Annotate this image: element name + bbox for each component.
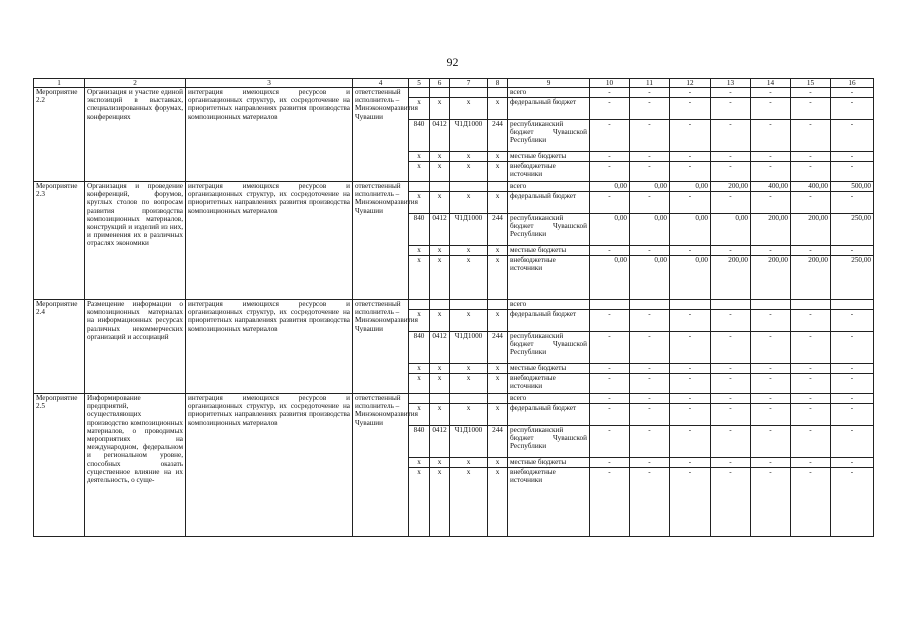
value-cell: - (831, 332, 874, 364)
value-cell: - (831, 192, 874, 214)
value-cell: - (791, 374, 831, 394)
value-cell: - (590, 394, 630, 404)
value-cell: 250,00 (831, 214, 874, 246)
value-cell: - (751, 88, 791, 98)
value-cell: - (751, 246, 791, 256)
code-cell: x (450, 152, 488, 162)
funding-source-cell: республиканский бюджет Чувашской Республики (508, 426, 590, 458)
code-cell: 244 (488, 332, 508, 364)
code-cell (450, 88, 488, 98)
value-cell: - (751, 152, 791, 162)
value-cell: - (831, 404, 874, 426)
value-cell: 0,00 (630, 182, 670, 192)
code-cell: x (409, 468, 430, 537)
measure-cell: Мероприятие 2.2 (34, 88, 85, 182)
value-cell: - (630, 98, 670, 120)
value-cell: - (670, 332, 711, 364)
value-cell: - (831, 152, 874, 162)
value-cell: 500,00 (831, 182, 874, 192)
col-header: 7 (450, 79, 488, 88)
code-cell: 244 (488, 214, 508, 246)
funding-source-cell: внебюджетные источники (508, 162, 590, 182)
value-cell: 200,00 (751, 214, 791, 246)
value-cell: 0,00 (670, 256, 711, 300)
code-cell: 244 (488, 426, 508, 458)
value-cell: - (630, 162, 670, 182)
code-cell (430, 182, 450, 192)
value-cell: - (711, 88, 751, 98)
col-header: 1 (34, 79, 85, 88)
measure-title-cell: Организация и проведение конференций, форумов, круглых столов по вопросам развития производства композиционных материалов, конструкций и изделий из них, и применения их в различных отраслях экономики (85, 182, 186, 300)
value-cell: - (831, 162, 874, 182)
measure-title-cell: Размещение информации о композиционных материалах на информационных ресурсах различных некоммерческих организаций и ассоциаций (85, 300, 186, 394)
col-header: 9 (508, 79, 590, 88)
code-cell: x (409, 98, 430, 120)
value-cell: 200,00 (711, 256, 751, 300)
code-cell: Ч1Д1000 (450, 426, 488, 458)
value-cell: - (630, 374, 670, 394)
value-cell: - (791, 88, 831, 98)
table-row (34, 394, 874, 404)
value-cell: - (630, 332, 670, 364)
value-cell: - (711, 374, 751, 394)
value-cell: - (630, 88, 670, 98)
code-cell: x (430, 310, 450, 332)
value-cell: - (791, 152, 831, 162)
code-cell: x (409, 374, 430, 394)
code-cell: x (450, 162, 488, 182)
code-cell: 840 (409, 426, 430, 458)
value-cell: - (670, 468, 711, 537)
value-cell: - (751, 364, 791, 374)
funding-source-cell: республиканский бюджет Чувашской Республики (508, 120, 590, 152)
code-cell: x (450, 98, 488, 120)
code-cell (430, 88, 450, 98)
value-cell: - (670, 374, 711, 394)
code-cell: 0412 (430, 332, 450, 364)
funding-source-cell: внебюджетные источники (508, 374, 590, 394)
code-cell: x (430, 458, 450, 468)
code-cell: x (450, 374, 488, 394)
value-cell: - (590, 152, 630, 162)
funding-source-cell: местные бюджеты (508, 246, 590, 256)
value-cell (711, 300, 751, 310)
code-cell: x (450, 468, 488, 537)
value-cell: - (590, 374, 630, 394)
value-cell: - (711, 364, 751, 374)
executor-cell: ответственный исполнитель – Минэкономразвития Чувашии (353, 182, 409, 300)
code-cell: Ч1Д1000 (450, 120, 488, 152)
table-row (34, 300, 874, 310)
code-cell: x (430, 364, 450, 374)
value-cell: - (670, 98, 711, 120)
value-cell: 0,00 (590, 256, 630, 300)
col-header: 4 (353, 79, 409, 88)
value-cell: - (791, 364, 831, 374)
value-cell: - (791, 468, 831, 537)
code-cell: x (450, 256, 488, 300)
code-cell: x (409, 162, 430, 182)
value-cell: - (791, 98, 831, 120)
col-header: 6 (430, 79, 450, 88)
code-cell: x (409, 246, 430, 256)
code-cell (488, 88, 508, 98)
col-header: 16 (831, 79, 874, 88)
value-cell: - (630, 192, 670, 214)
value-cell: - (711, 120, 751, 152)
measure-title-cell: Организация и участие единой экспозиций в выставках, специализированных форумах, конференциях (85, 88, 186, 182)
code-cell: x (450, 192, 488, 214)
executor-cell: ответственный исполнитель – Минэкономразвития Чувашии (353, 88, 409, 182)
value-cell: 0,00 (590, 182, 630, 192)
value-cell (630, 300, 670, 310)
code-cell: x (450, 310, 488, 332)
code-cell: x (488, 364, 508, 374)
value-cell: - (791, 458, 831, 468)
funding-source-cell: федеральный бюджет (508, 310, 590, 332)
header-row (34, 79, 874, 88)
value-cell: - (670, 88, 711, 98)
program-table (33, 78, 874, 537)
funding-source-cell: республиканский бюджет Чувашской Республики (508, 332, 590, 364)
code-cell (430, 300, 450, 310)
value-cell: - (751, 192, 791, 214)
code-cell: 244 (488, 120, 508, 152)
measure-title-cell: Информирование предприятий, осуществляющих производство композиционных материалов, о проводимых мероприятиях на международном, федеральном и региональном уровне, способных оказать существенное влияние на их деятельность, о суще- (85, 394, 186, 537)
value-cell: - (711, 332, 751, 364)
value-cell: - (791, 426, 831, 458)
col-header: 12 (670, 79, 711, 88)
page-number: 92 (446, 55, 459, 69)
funding-source-cell: всего (508, 88, 590, 98)
code-cell: x (409, 458, 430, 468)
value-cell: 0,00 (590, 214, 630, 246)
code-cell (450, 182, 488, 192)
funding-source-cell: федеральный бюджет (508, 98, 590, 120)
value-cell: - (590, 468, 630, 537)
value-cell (831, 300, 874, 310)
col-header: 13 (711, 79, 751, 88)
col-header: 2 (85, 79, 186, 88)
value-cell: - (791, 310, 831, 332)
value-cell: - (711, 98, 751, 120)
code-cell: x (430, 98, 450, 120)
code-cell: x (409, 256, 430, 300)
value-cell: - (670, 120, 711, 152)
value-cell: - (590, 98, 630, 120)
col-header: 8 (488, 79, 508, 88)
value-cell: 0,00 (670, 182, 711, 192)
value-cell: - (831, 374, 874, 394)
value-cell: - (590, 426, 630, 458)
value-cell: - (630, 310, 670, 332)
funding-source-cell: местные бюджеты (508, 364, 590, 374)
value-cell: - (831, 88, 874, 98)
value-cell: - (711, 394, 751, 404)
value-cell: - (630, 120, 670, 152)
code-cell (488, 182, 508, 192)
value-cell: - (791, 192, 831, 214)
funding-source-cell: федеральный бюджет (508, 192, 590, 214)
value-cell: - (590, 192, 630, 214)
value-cell: - (711, 192, 751, 214)
code-cell: x (450, 458, 488, 468)
value-cell: 0,00 (670, 214, 711, 246)
value-cell: - (630, 246, 670, 256)
value-cell: - (831, 246, 874, 256)
col-header: 3 (186, 79, 353, 88)
code-cell (409, 88, 430, 98)
value-cell: 400,00 (751, 182, 791, 192)
col-header: 5 (409, 79, 430, 88)
value-cell: - (711, 458, 751, 468)
value-cell: - (711, 426, 751, 458)
value-cell: - (630, 364, 670, 374)
code-cell: x (430, 152, 450, 162)
code-cell: x (488, 256, 508, 300)
value-cell: 200,00 (751, 256, 791, 300)
value-cell: - (791, 120, 831, 152)
value-cell (751, 300, 791, 310)
value-cell: - (831, 394, 874, 404)
value-cell: - (670, 458, 711, 468)
code-cell: 840 (409, 332, 430, 364)
value-cell: - (711, 404, 751, 426)
code-cell: x (430, 246, 450, 256)
executor-cell: ответственный исполнитель – Минэкономразвития Чувашии (353, 394, 409, 537)
code-cell: x (488, 458, 508, 468)
value-cell: - (711, 152, 751, 162)
code-cell: Ч1Д1000 (450, 332, 488, 364)
value-cell: - (791, 394, 831, 404)
value-cell: - (711, 246, 751, 256)
value-cell: - (831, 426, 874, 458)
funding-source-cell: всего (508, 182, 590, 192)
value-cell: - (630, 426, 670, 458)
measure-description-cell: интеграция имеющихся ресурсов и организационных структур, их сосредоточение на приоритетных направлениях развития производства композиционных материалов (186, 182, 353, 300)
value-cell: - (630, 458, 670, 468)
value-cell: - (751, 458, 791, 468)
value-cell: - (791, 332, 831, 364)
value-cell: - (751, 162, 791, 182)
value-cell (590, 300, 630, 310)
value-cell: - (831, 120, 874, 152)
code-cell: x (430, 404, 450, 426)
code-cell: x (409, 152, 430, 162)
code-cell: x (488, 162, 508, 182)
value-cell: - (791, 246, 831, 256)
value-cell: - (670, 394, 711, 404)
code-cell: x (488, 404, 508, 426)
value-cell: - (590, 332, 630, 364)
code-cell: x (409, 192, 430, 214)
value-cell: - (751, 98, 791, 120)
value-cell: - (831, 310, 874, 332)
code-cell (488, 394, 508, 404)
code-cell: x (430, 162, 450, 182)
code-cell: 840 (409, 120, 430, 152)
funding-source-cell: республиканский бюджет Чувашской Республики (508, 214, 590, 246)
col-header: 11 (630, 79, 670, 88)
value-cell: - (751, 468, 791, 537)
value-cell: - (590, 120, 630, 152)
funding-source-cell: всего (508, 300, 590, 310)
funding-source-cell: местные бюджеты (508, 458, 590, 468)
code-cell: x (450, 404, 488, 426)
code-cell (409, 182, 430, 192)
code-cell: x (450, 364, 488, 374)
code-cell: x (488, 192, 508, 214)
value-cell: - (670, 246, 711, 256)
value-cell: 400,00 (791, 182, 831, 192)
value-cell: 200,00 (711, 182, 751, 192)
value-cell: - (791, 162, 831, 182)
value-cell: - (630, 404, 670, 426)
code-cell: 0412 (430, 120, 450, 152)
col-header: 14 (751, 79, 791, 88)
value-cell: - (751, 310, 791, 332)
measure-cell: Мероприятие 2.3 (34, 182, 85, 300)
code-cell: x (430, 192, 450, 214)
value-cell: - (831, 458, 874, 468)
value-cell: - (751, 332, 791, 364)
value-cell: 0,00 (630, 256, 670, 300)
value-cell: - (670, 310, 711, 332)
value-cell: - (590, 404, 630, 426)
code-cell: x (488, 468, 508, 537)
value-cell: - (711, 162, 751, 182)
value-cell: - (590, 458, 630, 468)
code-cell: 0412 (430, 426, 450, 458)
value-cell (670, 300, 711, 310)
measure-cell: Мероприятие 2.5 (34, 394, 85, 537)
col-header: 10 (590, 79, 630, 88)
code-cell: x (450, 246, 488, 256)
value-cell: 200,00 (791, 214, 831, 246)
table-row (34, 182, 874, 192)
value-cell: - (751, 426, 791, 458)
value-cell: 250,00 (831, 256, 874, 300)
value-cell: - (751, 404, 791, 426)
value-cell: - (590, 246, 630, 256)
measure-description-cell: интеграция имеющихся ресурсов и организационных структур, их сосредоточение на приоритетных направлениях развития производства композиционных материалов (186, 88, 353, 182)
code-cell: x (430, 256, 450, 300)
code-cell: 0412 (430, 214, 450, 246)
code-cell: x (430, 468, 450, 537)
value-cell: - (711, 310, 751, 332)
code-cell: x (488, 374, 508, 394)
value-cell: - (590, 88, 630, 98)
code-cell (409, 300, 430, 310)
measure-description-cell: интеграция имеющихся ресурсов и организационных структур, их сосредоточение на приоритетных направлениях развития производства композиционных материалов (186, 394, 353, 537)
value-cell: - (630, 468, 670, 537)
value-cell: - (670, 152, 711, 162)
funding-source-cell: всего (508, 394, 590, 404)
code-cell: 840 (409, 214, 430, 246)
code-cell: x (409, 404, 430, 426)
value-cell: - (670, 192, 711, 214)
measure-description-cell: интеграция имеющихся ресурсов и организационных структур, их сосредоточение на приоритетных направлениях развития производства композиционных материалов (186, 300, 353, 394)
value-cell: - (751, 120, 791, 152)
code-cell (409, 394, 430, 404)
funding-source-cell: местные бюджеты (508, 152, 590, 162)
value-cell: 200,00 (791, 256, 831, 300)
value-cell: - (590, 310, 630, 332)
table-row (34, 88, 874, 98)
measure-cell: Мероприятие 2.4 (34, 300, 85, 394)
code-cell: x (488, 152, 508, 162)
code-cell (450, 394, 488, 404)
code-cell (430, 394, 450, 404)
value-cell: - (751, 394, 791, 404)
value-cell: - (711, 468, 751, 537)
code-cell: x (409, 364, 430, 374)
value-cell: 0,00 (711, 214, 751, 246)
code-cell (450, 300, 488, 310)
value-cell: - (670, 364, 711, 374)
col-header: 15 (791, 79, 831, 88)
value-cell: - (670, 162, 711, 182)
code-cell: x (488, 310, 508, 332)
funding-source-cell: федеральный бюджет (508, 404, 590, 426)
code-cell: x (488, 246, 508, 256)
value-cell: - (831, 468, 874, 537)
code-cell (488, 300, 508, 310)
value-cell: - (791, 404, 831, 426)
code-cell: x (409, 310, 430, 332)
value-cell: 0,00 (630, 214, 670, 246)
funding-source-cell: внебюджетные источники (508, 468, 590, 537)
value-cell (791, 300, 831, 310)
code-cell: x (488, 98, 508, 120)
value-cell: - (630, 394, 670, 404)
value-cell: - (590, 364, 630, 374)
value-cell: - (670, 426, 711, 458)
code-cell: x (430, 374, 450, 394)
value-cell: - (831, 98, 874, 120)
value-cell: - (751, 374, 791, 394)
value-cell: - (590, 162, 630, 182)
value-cell: - (670, 404, 711, 426)
value-cell: - (831, 364, 874, 374)
value-cell: - (630, 152, 670, 162)
executor-cell: ответственный исполнитель – Минэкономразвития Чувашии (353, 300, 409, 394)
code-cell: Ч1Д1000 (450, 214, 488, 246)
funding-source-cell: внебюджетные источники (508, 256, 590, 300)
